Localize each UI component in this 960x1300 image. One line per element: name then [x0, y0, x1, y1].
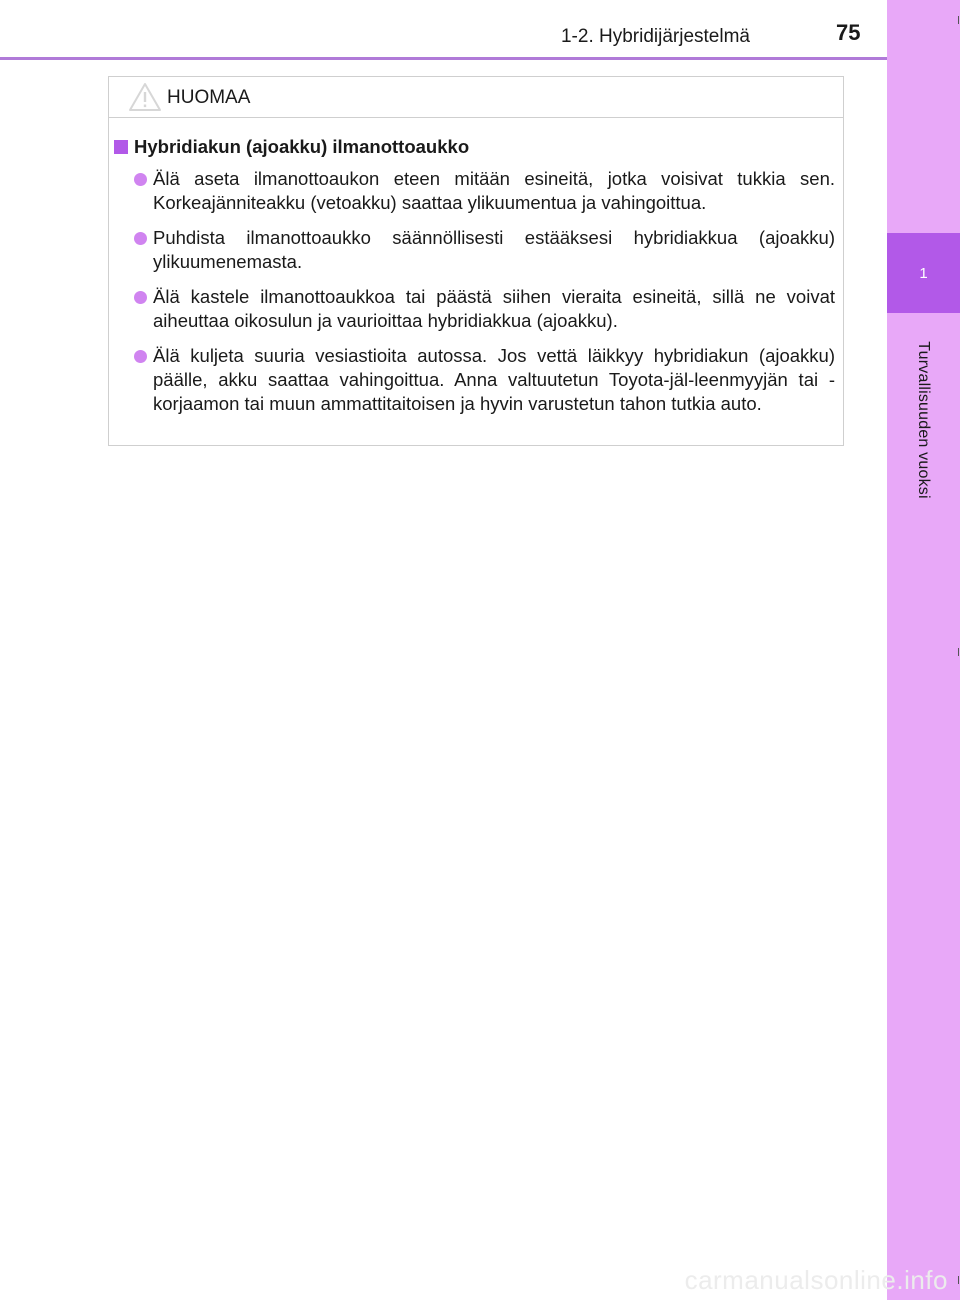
circle-bullet-icon [134, 350, 147, 363]
notice-body [109, 118, 843, 416]
notice-subheading-text: Hybridiakun (ajoakku) ilmanottoaukko [134, 136, 470, 157]
chapter-side-tab [887, 0, 960, 1300]
watermark: carmanualsonline.info [684, 1265, 948, 1295]
circle-bullet-icon [134, 173, 147, 186]
circle-bullet-icon [134, 232, 147, 245]
list-item-text: Älä aseta ilmanottoaukon eteen mitään esineitä, jotka voisivat tukkia sen. Korkeajänniteakku (vetoakku) saattaa ylikuumentua ja vahingoittua. [153, 168, 835, 213]
section-title: 1-2. Hybridijärjestelmä [560, 26, 750, 47]
list-item-text: Puhdista ilmanottoaukko säännöllisesti estääksesi hybridiakkua (ajoakku) ylikuumenemasta. [153, 227, 835, 272]
warning-triangle-icon [128, 82, 162, 112]
list-item-text: Älä kastele ilmanottoaukkoa tai päästä siihen vieraita esineitä, sillä ne voivat aiheuttaa oikosulun ja vaurioittaa hybridiakkua (ajoakku). [153, 286, 835, 331]
crop-mark [958, 648, 959, 656]
notice-subheading [114, 136, 835, 158]
list-item [114, 167, 835, 215]
list-item [114, 285, 835, 333]
crop-mark [958, 1276, 959, 1284]
chapter-number-box [887, 233, 960, 313]
list-item [114, 226, 835, 274]
circle-bullet-icon [134, 291, 147, 304]
square-bullet-icon [114, 140, 128, 154]
notice-box [108, 76, 844, 446]
chapter-number: 1 [919, 264, 928, 282]
page-number: 75 [836, 20, 861, 45]
header-divider [0, 57, 887, 60]
list-item-text: Älä kuljeta suuria vesiastioita autossa. Jos vettä läikkyy hybridiakun (ajoakku) päälle, akku saattaa vahingoittua. Anna valtuutetun Toyota-jäl-leenmyyjän tai -korjaamon tai muun ammattitaitoisen ja hyvin varustetun tahon tutkia auto. [153, 345, 835, 414]
notice-title: HUOMAA [167, 87, 251, 108]
crop-mark [958, 16, 959, 24]
notice-header [109, 77, 843, 118]
chapter-title: Turvallisuuden vuoksi [915, 341, 932, 499]
list-item [114, 344, 835, 416]
